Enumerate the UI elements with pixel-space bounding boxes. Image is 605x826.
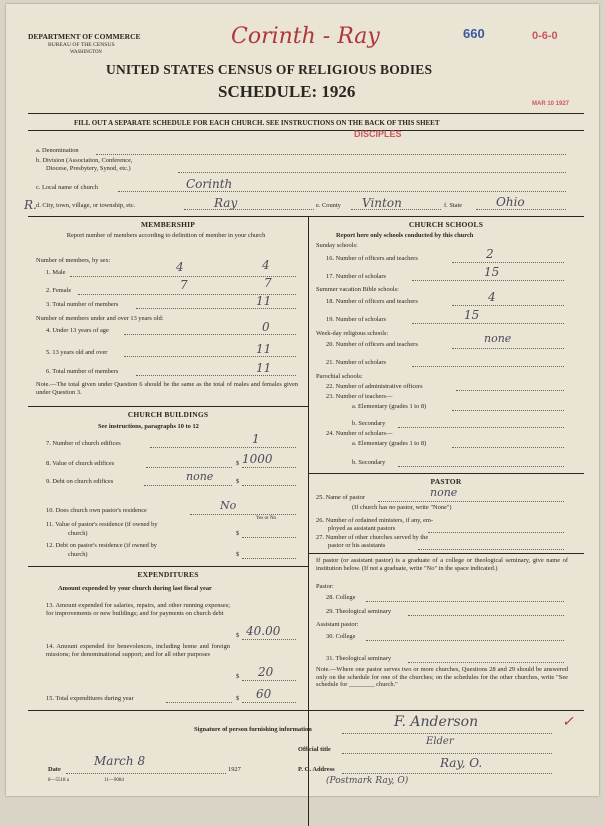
q10-residence-label: 10. Does church own pastor's residence <box>46 507 147 514</box>
date-value: March 8 <box>94 754 146 768</box>
department-label: DEPARTMENT OF COMMERCE <box>28 32 141 41</box>
q19-value: 15 <box>464 308 480 322</box>
buildings-subtitle: See instructions, paragraphs 10 to 12 <box>98 423 199 430</box>
q23b-line <box>398 427 564 428</box>
q16-value: 2 <box>486 247 494 261</box>
q1-male-value-a: 4 <box>176 260 184 274</box>
q20-value: none <box>484 332 512 345</box>
q25-value: none <box>430 486 458 499</box>
q25-label: 25. Name of pastor <box>316 494 365 501</box>
q12-line <box>242 558 296 559</box>
pastor-title: PASTOR <box>430 477 462 486</box>
main-bottom-rule <box>28 710 584 711</box>
q24-label: 24. Number of scholars— <box>326 430 393 437</box>
q14-benevolences-label: 14. Amount expended for benevolences, including home and foreign missions; for denominational support; and for all other purposes <box>46 643 230 658</box>
rural-prefix: R. <box>24 198 37 212</box>
q13-line <box>242 639 296 640</box>
q13-value: 40.00 <box>246 624 281 638</box>
q24b-label: b. Secondary <box>352 459 386 466</box>
q2-female-label: 2. Female <box>46 287 72 294</box>
pastor-mid-rule <box>308 553 584 554</box>
assistant-education-label: Assistant pastor: <box>316 621 359 628</box>
q25-note: (If church has no pastor, write "None") <box>352 504 452 511</box>
expenditures-title: EXPENDITURES <box>137 570 199 579</box>
q18-label: 18. Number of officers and teachers <box>326 298 418 305</box>
q9-dots <box>144 485 232 486</box>
field-division: b. Division (Association, Conference, <box>36 157 133 164</box>
q23b-label: b. Secondary <box>352 420 386 427</box>
q7-edifices-label: 7. Number of church edifices <box>46 440 121 447</box>
division-line <box>178 172 566 173</box>
buildings-bottom-rule <box>28 566 308 567</box>
q15-line <box>242 702 296 703</box>
q3-total-label: 3. Total number of members <box>46 301 119 308</box>
q18-value: 4 <box>488 290 496 304</box>
q6-total-label: 6. Total number of members <box>46 368 119 375</box>
year-label: 1927 <box>228 766 241 773</box>
section-top-rule <box>28 216 584 217</box>
postmark-note: (Postmark Ray, O) <box>326 776 409 786</box>
signature-label: Signature of person furnishing information <box>194 726 312 733</box>
q23a-line <box>452 410 564 411</box>
q30-label: 30. College <box>326 633 356 640</box>
q23-label: 23. Number of teachers— <box>326 393 393 400</box>
buildings-title: CHURCH BUILDINGS <box>127 410 209 419</box>
q8-dots <box>146 467 232 468</box>
date-label: Date <box>48 766 61 773</box>
q4-under13-label: 4. Under 13 years of age <box>46 327 109 334</box>
handwritten-church-name: Corinth - Ray <box>231 24 380 49</box>
q22-line <box>456 390 564 391</box>
field-denomination: a. Denomination <box>36 147 79 154</box>
po-address-value: Ray, O. <box>440 756 483 770</box>
denomination-stamp: DISCIPLES <box>354 129 402 139</box>
state-line <box>476 209 566 210</box>
q27-label-b: pastor or his assistants <box>328 542 386 549</box>
q9-line <box>242 485 296 486</box>
city-label: WASHINGTON <box>70 50 102 55</box>
q16-line <box>452 262 564 263</box>
q31-label: 31. Theological seminary <box>326 655 392 662</box>
q5-over13-value: 11 <box>256 342 272 356</box>
q17-label: 17. Number of scholars <box>326 273 386 280</box>
q8-line <box>242 467 296 468</box>
membership-bottom-rule <box>28 406 308 407</box>
header-rule <box>28 113 584 114</box>
q9-dollar: $ <box>236 478 240 485</box>
parochial-schools-label: Parochial schools: <box>316 373 363 380</box>
instruction-rule <box>28 130 584 131</box>
q25-line <box>378 501 564 502</box>
column-divider <box>308 216 309 826</box>
city-value: Ray <box>214 196 238 210</box>
q15-value: 60 <box>256 687 272 701</box>
form-code-2: 11—9084 <box>104 778 124 783</box>
po-address-label: P. O. Address <box>298 766 335 773</box>
q21-label: 21. Number of scholars <box>326 359 386 366</box>
q30-line <box>366 640 564 641</box>
q2-female-value-b: 7 <box>264 276 272 290</box>
q19-label: 19. Number of scholars <box>326 316 386 323</box>
q18-line <box>452 305 564 306</box>
form-code: 8—5518 a <box>48 778 69 783</box>
field-division-detail: Diocese, Presbytery, Synod, etc.) <box>46 165 131 172</box>
q14-line <box>242 680 296 681</box>
field-local-name: c. Local name of church <box>36 184 98 191</box>
q23a-label: a. Elementary (grades 1 to 8) <box>352 403 427 410</box>
q5-over13-label: 5. 13 years old and over <box>46 349 108 356</box>
instruction-line: FILL OUT A SEPARATE SCHEDULE FOR EACH CHURCH. SEE INSTRUCTIONS ON THE BACK OF THIS SHEET <box>74 119 440 127</box>
form-title: UNITED STATES CENSUS OF RELIGIOUS BODIES <box>106 62 433 77</box>
q24a-label: a. Elementary (grades 1 to 8) <box>352 440 427 447</box>
schools-title: CHURCH SCHOOLS <box>408 220 484 229</box>
q8-value: 1000 <box>242 452 273 466</box>
sunday-schools-label: Sunday schools: <box>316 242 358 249</box>
expenditures-subtitle: Amount expended by your church during last fiscal year <box>58 585 212 592</box>
q10-line <box>190 514 296 515</box>
q10-value: No <box>220 499 237 512</box>
census-schedule-page <box>6 4 599 796</box>
vacation-schools-label: Summer vacation Bible schools: <box>316 286 399 293</box>
bureau-label: BUREAU OF THE CENSUS <box>48 42 115 48</box>
q24a-line <box>452 447 564 448</box>
check-mark: ✓ <box>562 714 574 730</box>
county-value: Vinton <box>362 196 402 210</box>
q28-label: 28. College <box>326 594 356 601</box>
college-note: If pastor (or assistant pastor) is a graduate of a college or theological seminary, give name of institution below. (If not a graduate, write "No" in the space indicated.) <box>316 557 568 572</box>
po-address-line <box>342 773 552 774</box>
city-line <box>184 209 314 210</box>
q14-value: 20 <box>258 665 274 679</box>
q6-line <box>136 375 296 376</box>
q12-label-a: 12. Debt on pastor's residence (if owned by <box>46 542 157 549</box>
q5-line <box>124 356 296 357</box>
q11-line <box>242 537 296 538</box>
q1-line <box>70 276 296 277</box>
date-line <box>66 773 226 774</box>
schools-bottom-rule <box>308 473 584 474</box>
q20-label: 20. Number of officers and teachers <box>326 341 418 348</box>
q29-line <box>408 615 564 616</box>
q3-line <box>136 308 296 309</box>
q31-line <box>408 662 564 663</box>
yes-or-no-hint: Yes or No <box>256 516 277 521</box>
official-title-line <box>342 753 552 754</box>
q26-label-a: 26. Number of ordained ministers, if any, em- <box>316 517 434 524</box>
q21-line <box>412 366 564 367</box>
q16-label: 16. Number of officers and teachers <box>326 255 418 262</box>
schedule-title: SCHEDULE: 1926 <box>218 82 356 101</box>
membership-title: MEMBERSHIP <box>140 220 196 229</box>
received-date-stamp: MAR 10 1927 <box>532 101 570 107</box>
q13-running-expenses-label: 13. Amount expended for salaries, repairs, and other running expenses; for improvements or new buildings; and for payments on church debt <box>46 602 230 617</box>
q2-female-value-a: 7 <box>180 278 188 292</box>
q3-total-value: 11 <box>256 294 272 308</box>
field-city: d. City, town, village, or township, etc. <box>36 202 136 209</box>
q17-value: 15 <box>484 265 500 279</box>
stamp-code: 0-6-0 <box>532 30 558 42</box>
q1-male-label: 1. Male <box>46 269 66 276</box>
field-county: e. County <box>316 202 341 209</box>
q12-label-b: church) <box>68 551 88 558</box>
q4-line <box>124 334 296 335</box>
denomination-line <box>96 154 566 155</box>
q13-dollar: $ <box>236 632 240 639</box>
q19-line <box>412 323 564 324</box>
q12-dollar: $ <box>236 551 240 558</box>
q9-debt-label: 9. Debt on church edifices <box>46 478 114 485</box>
q17-line <box>412 280 564 281</box>
signature-line <box>342 733 552 734</box>
q4-under13-value: 0 <box>262 320 270 334</box>
q26-line <box>428 532 564 533</box>
q15-total-label: 15. Total expenditures during year <box>46 695 134 702</box>
age-header: Number of members under and over 13 years old: <box>36 315 164 322</box>
local-name-value: Corinth <box>186 177 233 191</box>
q29-label: 29. Theological seminary <box>326 608 392 615</box>
official-title-label: Official title <box>298 746 331 753</box>
q20-line <box>452 348 564 349</box>
pastor-education-label: Pastor: <box>316 583 334 590</box>
official-title-value: Elder <box>426 736 454 747</box>
q27-line <box>418 549 564 550</box>
q15-dollar: $ <box>236 695 240 702</box>
signature-value: F. Anderson <box>394 714 479 730</box>
schools-subtitle: Report here only schools conducted by this church <box>336 232 474 239</box>
local-name-line <box>118 191 566 192</box>
q9-debt-value: none <box>186 470 214 483</box>
q7-edifices-value: 1 <box>252 432 260 446</box>
q28-line <box>366 601 564 602</box>
q8-dollar: $ <box>236 460 240 467</box>
q15-dots <box>166 702 232 703</box>
q7-line <box>150 447 296 448</box>
q6-total-value: 11 <box>256 361 272 375</box>
pastor-note: Note.—Where one pastor serves two or more churches, Questions 28 and 29 should be answered only on the schedule for one of the churches; on the schedules for the other churches, write "See schedule for ________ church." <box>316 666 568 689</box>
stamp-number: 660 <box>463 26 485 41</box>
q24b-line <box>398 466 564 467</box>
q8-value-label: 8. Value of church edifices <box>46 460 115 467</box>
q11-label-a: 11. Value of pastor's residence (if owned by <box>46 521 158 528</box>
county-line <box>351 209 441 210</box>
q27-label-a: 27. Number of other churches served by the <box>316 534 429 541</box>
q1-male-value-b: 4 <box>262 258 270 272</box>
q22-label: 22. Number of administrative officers <box>326 383 423 390</box>
q14-dollar: $ <box>236 673 240 680</box>
membership-note: Note.—The total given under Question 6 should be the same as the total of males and females given under Question 3. <box>36 381 298 396</box>
field-state: f. State <box>444 202 463 209</box>
members-by-sex-label: Number of members, by sex: <box>36 257 111 264</box>
q11-dollar: $ <box>236 530 240 537</box>
state-value: Ohio <box>496 195 525 209</box>
membership-intro: Report number of members according to definition of member in your church <box>66 232 266 239</box>
weekday-schools-label: Week-day religious schools: <box>316 330 389 337</box>
q11-label-b: church) <box>68 530 88 537</box>
q26-label-b: ployed as assistant pastors <box>328 525 396 532</box>
